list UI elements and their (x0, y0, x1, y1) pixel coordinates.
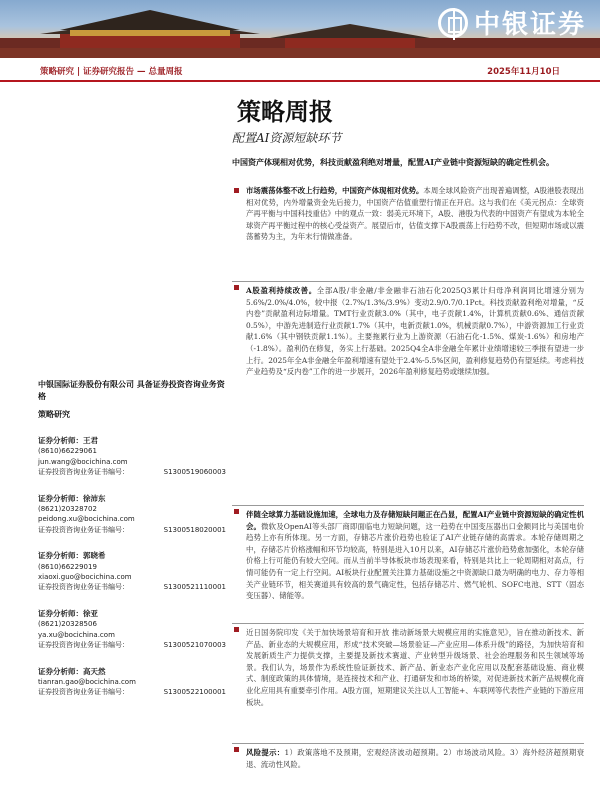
boc-logo-icon (438, 8, 468, 38)
analyst-email[interactable]: ya.xu@bocichina.com (38, 630, 115, 639)
bullet-square-icon (234, 747, 239, 752)
bullet-item (232, 743, 584, 777)
bullet-text: 本周全球风险资产出现普遍调整，A股港股表现出相对优势，内外增量资金先后接力，中国资产估值重塑行情正在开启。这与我们在《美元拐点：全球资产再平衡与中国科技重估》中的观点一致：弱美元环境下，A股、港股为代表的中国资产有望成为本轮全球资产再平衡过程中的核心受益资产。展望后市，估值支撑下A股震荡上行趋势不改，但短期市场或以震荡蓄势为主，为年末行情做准备。 (246, 186, 584, 242)
analyst-card (38, 667, 226, 698)
bullet-heading: A股盈利持续改善。 (246, 286, 317, 295)
analyst-email[interactable]: tianran.gao@bocichina.com (38, 677, 136, 686)
analyst-email[interactable]: xiaoxi.guo@bocichina.com (38, 573, 132, 582)
bullet-text: 近日国务院印发《关于加快场景培育和开放 推动新场景大规模应用的实施意见》，旨在推动新技术、新产品、新业态的大规模应用，形成“技术突破—场景验证—产业应用—体系升级”的路径，为加快培育和发展新质生产力提供支撑，主要提及新技术赛道、产业转型升级场景、社会治理服务和民生领域等场景。我们认为，场景作为系统性验证新技术、新产品、新业态产业化应用以及配套基础设施、商业模式、制度政策的具体情境，是连接技术和产业、打通研发和市场的桥梁，对促进新技术新产品规模化商业化应用具有重要牵引作用。A股方面，短期建议关注以人工智能+、车联网等代表性产业链的下游应用板块。 (246, 628, 584, 707)
analyst-name: 证券分析师：徐沛东 (38, 493, 106, 503)
report-category: 策略研究 | 证券研究报告 — 总量周报 (40, 67, 183, 77)
analyst-phone: (8610)66229061 (38, 447, 97, 456)
analyst-phone: (8621)20328702 (38, 505, 97, 514)
reg-number: S1300522100001 (163, 688, 226, 697)
bullet-heading: 伴随全球算力基础设施加速，全球电力及存储短缺问题正在凸显，配置AI产业链中资源短缺的确定性机会。 (246, 510, 584, 531)
bullet-item (232, 623, 584, 743)
company-logo (438, 4, 586, 41)
lead-summary: 中国资产体现相对优势，科技贡献盈利绝对增量，配置AI产业链中资源短缺的确定性机会。 (232, 157, 554, 167)
report-meta-strip (0, 58, 600, 82)
analyst-name: 证券分析师：徐亚 (38, 608, 98, 618)
reg-label: 证券投资咨询业务证书编号： (38, 583, 129, 592)
reg-label: 证券投资咨询业务证书编号： (38, 525, 129, 534)
reg-number: S1300521070003 (163, 641, 226, 650)
bullet-item (232, 281, 584, 499)
bullet-square-icon (234, 627, 239, 632)
bullet-square-icon (234, 188, 239, 193)
analyst-name: 证券分析师：王君 (38, 436, 98, 445)
reg-number: S1300518020001 (163, 525, 226, 534)
reg-label: 证券投资咨询业务证书编号： (38, 468, 129, 477)
firm-name: 中银国际证券股份有限公司 具备证券投资咨询业务资格 (38, 380, 225, 401)
reg-number: S1300521110001 (163, 583, 226, 592)
bullet-item (232, 185, 584, 275)
page-title: 策略周报 (237, 98, 333, 126)
analyst-name: 证券分析师：高天然 (38, 666, 106, 676)
analyst-card (38, 494, 226, 536)
reg-number: S1300519060003 (163, 468, 226, 477)
logo-text: 中银证券 (473, 10, 586, 40)
bullet-list (232, 185, 584, 777)
bullet-text: 全部A股/非金融/非金融非石油石化2025Q3累计归母净利润同比增速分别为5.6%/2.0%/4.0%，较中报（2.7%/1.3%/3.9%）变动2.9/0.7/0.1Pct。科技贡献盈利绝对增量，“反内卷”贡献盈利边际增量。TMT行业贡献3.0%（其中，电子贡献1.4%，计算机贡献0.6%、通信贡献0.5%），中游先进制造行业贡献1.7%（其中，电新贡献1.0%，机械贡献0.7%），中游资源加工行业贡献1.6%（其中钢铁贡献1.1%）。主要拖累行业为上游资源（石油石化-1.5%、煤炭-1.6%）和房地产（-1.8%）。盈利仍在修复，务实上行基础。2025Q4全A非金融全年累计业绩增速较三季报有望进一步上行。2025年全A非金融全年盈利增速有望处于2.4%-5.5%区间，盈利修复趋势仍有望延续。考虑科技产业趋势及“反内卷”工作的进一步展开，2026年盈利修复趋势或继续加强。 (246, 286, 584, 377)
analyst-email[interactable]: peidong.xu@bocichina.com (38, 515, 135, 524)
analyst-phone: (8610)66229019 (38, 562, 97, 571)
reg-label: 证券投资咨询业务证书编号： (38, 688, 129, 697)
reg-label: 证券投资咨询业务证书编号： (38, 641, 129, 650)
analyst-email[interactable]: jun.wang@bocichina.com (38, 457, 128, 466)
bullet-heading: 风险提示： (246, 748, 285, 757)
research-category: 策略研究 (38, 410, 70, 419)
analyst-card (38, 436, 226, 478)
analyst-card (38, 551, 226, 593)
analyst-phone: (8621)20328506 (38, 620, 97, 629)
bullet-text: 微软及OpenAI等头部厂商即面临电力短缺问题，这一趋势在中国变压器出口金额同比与美国电价趋势上亦有所体现。另一方面，存储芯片涨价趋势也验证了AI产业链存储的高需求。本轮存储周期之中，存储芯片价格涨幅和环节均较高，特别是进入10月以来，AI存储芯片涨价趋势愈加强化，本轮存储价格上行可能仍有较大空间。而从当前半导体板块市场表现来看，特别是共比上一轮周期相对高点，行情可能仍有一定上行空间。AI板块行业配置关注算力基础设施之中资源缺口最为明确的电力、存力等相关产业链环节，相关赛道具有较高的景气确定性，包括存储芯片、燃气轮机、SOFC电池、STT（固态变压器）、储能等。 (246, 521, 584, 601)
analyst-name: 证券分析师：郭晓希 (38, 551, 106, 561)
analyst-sidebar (38, 379, 226, 698)
bullet-text: 1）政策落地不及预期，宏观经济波动超预期。2）市场波动风险。3）海外经济超预期衰退、流动性风险。 (246, 748, 584, 769)
report-date: 2025年11月10日 (487, 67, 560, 77)
bullet-item (232, 505, 584, 623)
bullet-square-icon (234, 509, 239, 514)
bullet-heading: 市场震荡体整不改上行趋势，中国资产体现相对优势。 (246, 186, 424, 195)
analyst-card (38, 609, 226, 651)
header-banner (0, 0, 600, 58)
page-subtitle: 配置AI资源短缺环节 (232, 131, 342, 145)
bullet-square-icon (234, 285, 239, 290)
